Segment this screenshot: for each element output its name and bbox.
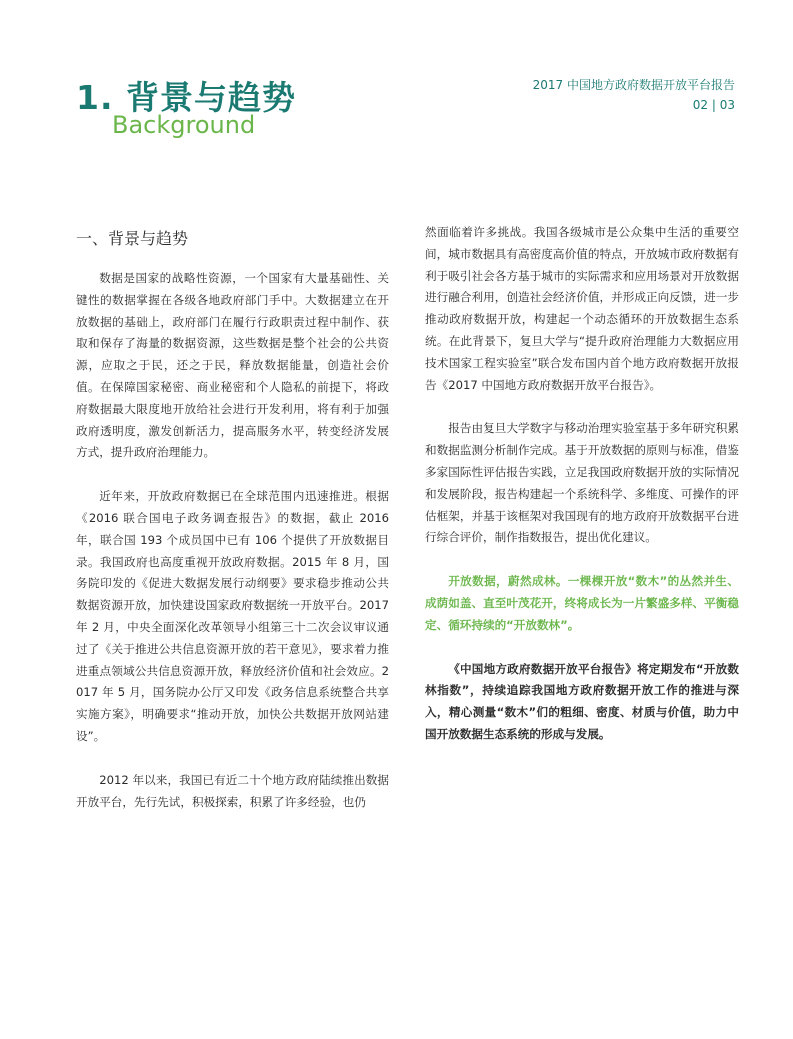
paragraph: 近年来，开放政府数据已在全球范围内迅速推进。根据《2016 联合国电子政务调查报告》的数据，截止 2016 年，联合国 193 个成员国中已有 106 个提供了开放数据目录。我国政府也高度重视开放政府数据。2015 年 8 月，国务院印发的《促进大数据发展行动纲要》要求稳步推动公共数据资源开放，加快建设国家政府数据统一开放平台。2017 年 2 月，中央全面深化改革领导小组第三十二次会议审议通过了《关于推进公共信息资源开放的若干意见》，要求着力推进重点领域公共信息资源开放，释放经济价值和社会效应。2017 年 5 月，国务院办公厅又印发《政务信息系统整合共享实施方案》，明确要求“推动开放，加快公共数据开放网站建设”。	[76, 489, 389, 743]
right-column	[425, 222, 739, 768]
page-title-cn: 1. 背景与趋势	[76, 78, 296, 117]
paragraph: 报告由复旦大学数字与移动治理实验室基于多年研究积累和数据监测分析制作完成。基于开放数据的原则与标准，借鉴多家国际性评估报告实践，立足我国政府数据开放的实际情况和发展阶段，报告构建起一个系统科学、多维度、可操作的评估框架，并基于该框架对我国现有的地方政府开放数据平台进行综合评价，制作指数报告，提出优化建议。	[425, 421, 739, 545]
paragraph-continuation: 然面临着许多挑战。我国各级城市是公众集中生活的重要空间，城市数据具有高密度高价值的特点，开放城市政府数据有利于吸引社会各方基于城市的实际需求和应用场景对开放数据进行融合利用，创造社会经济价值，并形成正向反馈，进一步推动政府数据开放，构建起一个动态循环的开放数据生态系统。在此背景下，复旦大学与“提升政府治理能力大数据应用技术国家工程实验室”联合发布国内首个地方政府数据开放报告《2017 中国地方政府数据开放平台报告》。	[425, 225, 739, 392]
highlight-paragraph: 开放数据，蔚然成林。一棵棵开放“数木”的丛然并生、成荫如盖、直至叶茂花开，终将成长为一片繁盛多样、平衡稳定、循环持续的“开放数林”。	[425, 574, 739, 632]
page-numbers: 02 | 03	[692, 98, 735, 112]
page-title-en: Background	[112, 111, 256, 139]
paragraph: 数据是国家的战略性资源，一个国家有大量基础性、关键性的数据掌握在各级各地政府部门手中。大数据建立在开放数据的基础上，政府部门在履行行政职责过程中制作、获取和保存了海量的数据资源，这些数据是整个社会的公共资源，应取之于民，还之于民，释放数据能量，创造社会价值。在保障国家秘密、商业秘密和个人隐私的前提下，将政府数据最大限度地开放给社会进行开发利用，将有利于加强政府透明度，激发创新活力，提高服务水平，转变经济发展方式，提升政府治理能力。	[76, 271, 389, 460]
report-name: 2017 中国地方政府数据开放平台报告	[532, 78, 735, 92]
section-heading: 一、背景与趋势	[76, 229, 189, 248]
paragraph: 2012 年以来，我国已有近二十个地方政府陆续推出数据开放平台，先行先试，积极探索，积累了许多经验，也仍	[76, 772, 389, 809]
closing-paragraph: 《中国地方政府数据开放平台报告》将定期发布“开放数林指数”，持续追踪我国地方政府数据开放工作的推进与深入，精心测量“数木”们的粗细、密度、材质与价值，助力中国开放数据生态系统的形成与发展。	[425, 661, 739, 741]
left-column	[76, 268, 389, 835]
